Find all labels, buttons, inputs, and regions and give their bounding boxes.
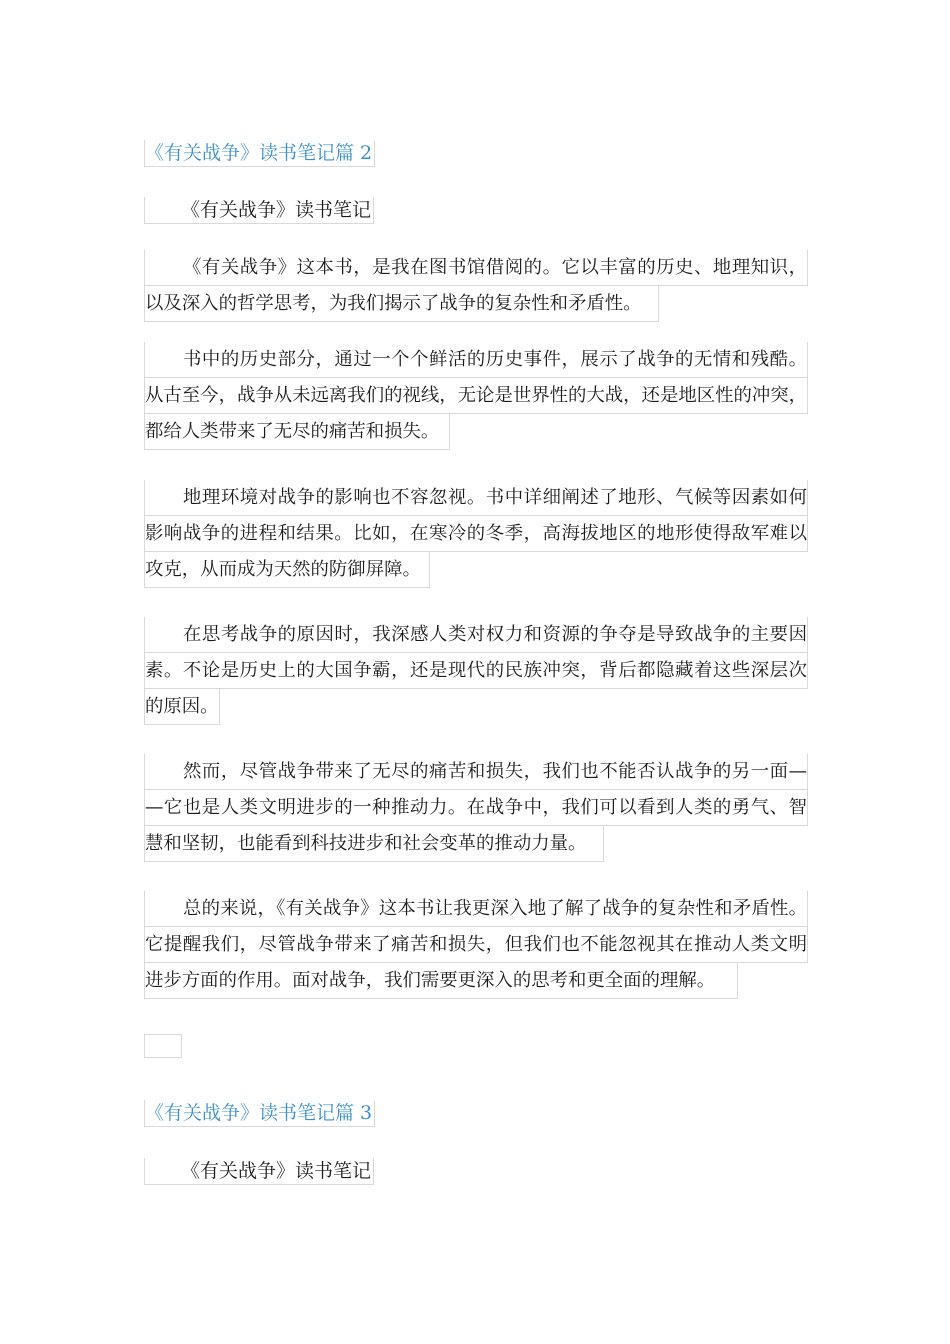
- paragraph-line: 影响战争的进程和结果。比如，在寒冷的冬季，高海拔地区的地形使得敌军难以: [144, 516, 808, 552]
- paragraph-line: 以及深入的哲学思考，为我们揭示了战争的复杂性和矛盾性。: [144, 286, 659, 322]
- paragraph-line: 地理环境对战争的影响也不容忽视。书中详细阐述了地形、气候等因素如何: [144, 480, 808, 516]
- paragraph-2: [144, 342, 808, 450]
- paragraph-line: 进步方面的作用。面对战争，我们需要更深入的思考和更全面的理解。: [144, 963, 738, 999]
- section-3-heading: [144, 1100, 375, 1127]
- section-3-subtitle: [144, 1158, 374, 1185]
- section-3-subtitle-text: 《有关战争》读书笔记: [181, 1160, 372, 1182]
- paragraph-line: 攻克，从而成为天然的防御屏障。: [144, 552, 430, 588]
- section-2-heading: [144, 140, 375, 167]
- paragraph-line: 然而，尽管战争带来了无尽的痛苦和损失，我们也不能否认战争的另一面—: [144, 754, 808, 790]
- section-2-heading-text: 《有关战争》读书笔记篇 2: [145, 142, 373, 164]
- paragraph-line: 在思考战争的原因时，我深感人类对权力和资源的争夺是导致战争的主要因: [144, 617, 808, 653]
- paragraph-line: 慧和坚韧，也能看到科技进步和社会变革的推动力量。: [144, 826, 604, 862]
- paragraph-line: 都给人类带来了无尽的痛苦和损失。: [144, 414, 450, 450]
- paragraph-line: 素。不论是历史上的大国争霸，还是现代的民族冲突，背后都隐藏着这些深层次: [144, 653, 808, 689]
- paragraph-line: —它也是人类文明进步的一种推动力。在战争中，我们可以看到人类的勇气、智: [144, 790, 808, 826]
- paragraph-line: 从古至今，战争从未远离我们的视线，无论是世界性的大战，还是地区性的冲突，: [144, 378, 808, 414]
- paragraph-line: 书中的历史部分，通过一个个鲜活的历史事件，展示了战争的无情和残酷。: [144, 342, 808, 378]
- paragraph-line: 它提醒我们，尽管战争带来了痛苦和损失，但我们也不能忽视其在推动人类文明: [144, 927, 808, 963]
- paragraph-5: [144, 754, 808, 862]
- paragraph-1: [144, 250, 808, 322]
- section-2-subtitle-text: 《有关战争》读书笔记: [181, 199, 372, 221]
- empty-paragraph-marker: [144, 1034, 182, 1058]
- paragraph-4: [144, 617, 808, 725]
- paragraph-line: 《有关战争》这本书，是我在图书馆借阅的。它以丰富的历史、地理知识，: [144, 250, 808, 286]
- section-3-heading-text: 《有关战争》读书笔记篇 3: [145, 1102, 373, 1124]
- paragraph-line: 的原因。: [144, 689, 220, 725]
- paragraph-6: [144, 891, 808, 999]
- paragraph-line: 总的来说，《有关战争》这本书让我更深入地了解了战争的复杂性和矛盾性。: [144, 891, 808, 927]
- section-2-subtitle: [144, 197, 374, 224]
- paragraph-3: [144, 480, 808, 588]
